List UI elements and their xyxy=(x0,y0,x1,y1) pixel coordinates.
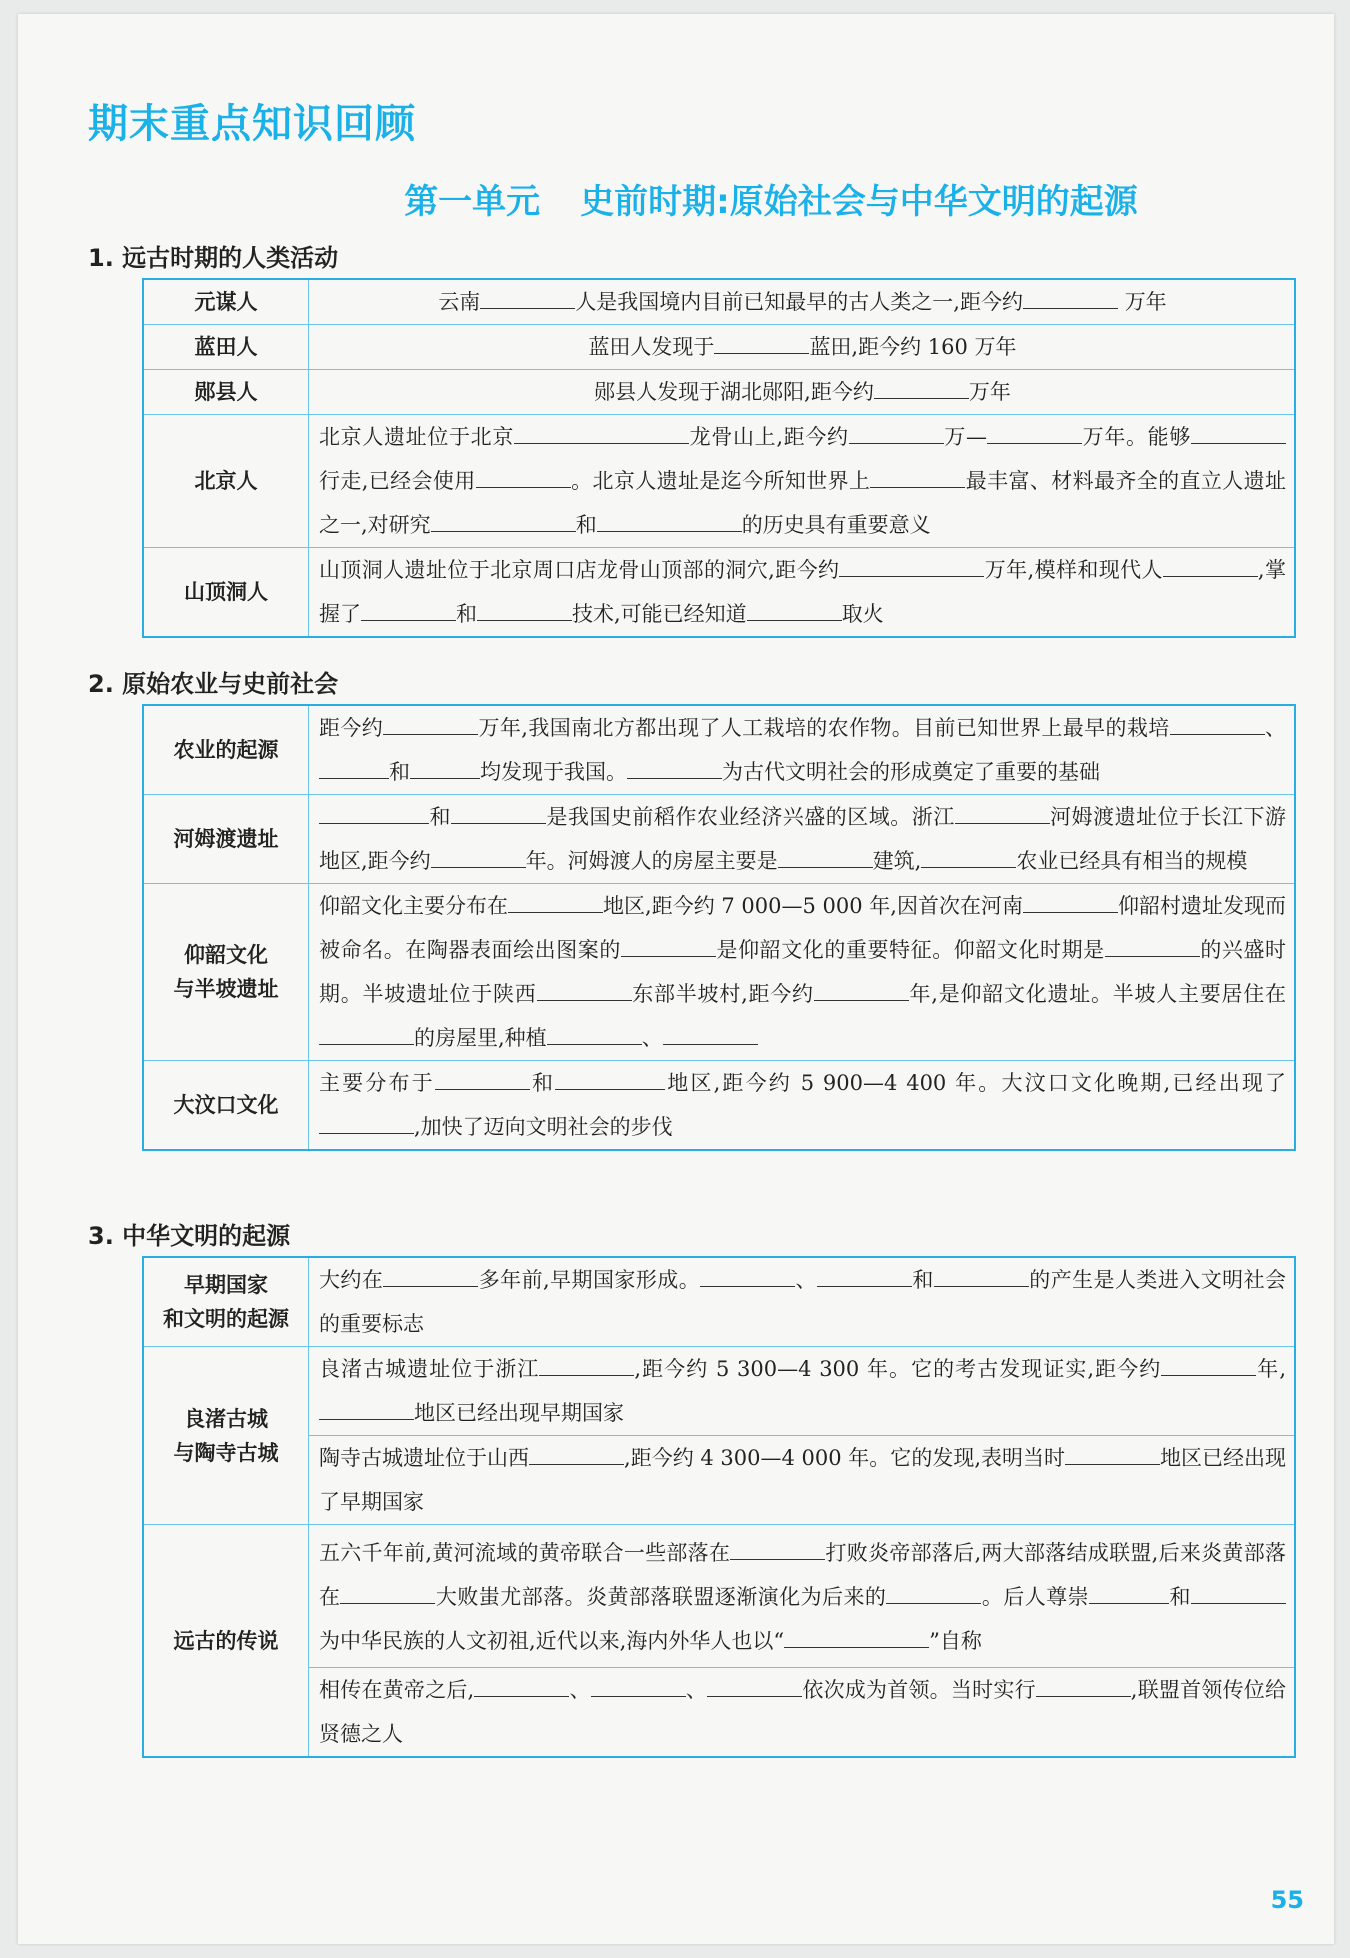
table-row xyxy=(143,415,1295,548)
row-label: 河姆渡遗址 xyxy=(143,795,309,884)
page xyxy=(18,14,1334,1944)
table-row xyxy=(143,325,1295,370)
blank[interactable] xyxy=(784,1621,929,1648)
row-content: 蓝田人发现于 蓝田,距今约 160 万年 xyxy=(309,325,1296,370)
blank[interactable] xyxy=(627,752,722,779)
blank[interactable] xyxy=(1036,1670,1131,1697)
unit-title xyxy=(18,174,1334,223)
blank[interactable] xyxy=(319,752,389,779)
unit-label: 第一单元 xyxy=(404,182,541,222)
blank[interactable] xyxy=(539,1349,634,1376)
blank[interactable] xyxy=(591,1670,686,1697)
blank[interactable] xyxy=(747,594,842,621)
table-civilization-origin xyxy=(142,1256,1296,1758)
main-title: 期末重点知识回顾 xyxy=(88,101,416,147)
blank[interactable] xyxy=(730,1533,825,1560)
table-row xyxy=(143,1525,1295,1668)
section-heading-3: 3. 中华文明的起源 xyxy=(88,1222,291,1250)
blank[interactable] xyxy=(1089,1577,1169,1604)
blank[interactable] xyxy=(319,797,429,824)
table-prehistoric-society xyxy=(142,704,1296,1151)
row-content: 良渚古城遗址位于浙江 ,距今约 5 300—4 300 年。它的考古发现证实,距今约 年,地区已经出现早期国家 xyxy=(309,1347,1296,1436)
table-row xyxy=(143,705,1295,795)
row-content: 和 是我国史前稻作农业经济兴盛的区域。浙江 河姆渡遗址位于长江下游地区,距今约 年。河姆渡人的房屋主要是 建筑, 农业已经具有相当的规模 xyxy=(309,795,1296,884)
blank[interactable] xyxy=(508,886,603,913)
blank[interactable] xyxy=(435,1063,530,1090)
row-label: 农业的起源 xyxy=(143,705,309,795)
blank[interactable] xyxy=(839,550,984,577)
row-label: 大汶口文化 xyxy=(143,1061,309,1151)
blank[interactable] xyxy=(480,282,575,309)
blank[interactable] xyxy=(431,505,576,532)
row-label: 北京人 xyxy=(143,415,309,548)
blank[interactable] xyxy=(1161,1349,1256,1376)
blank[interactable] xyxy=(778,841,873,868)
unit-subject: 史前时期:原始社会与中华文明的起源 xyxy=(580,182,1138,222)
blank[interactable] xyxy=(817,1260,912,1287)
blank[interactable] xyxy=(361,594,456,621)
row-content: 山顶洞人遗址位于北京周口店龙骨山顶部的洞穴,距今约 万年,模样和现代人 ,掌握了 和 技术,可能已经知道 取火 xyxy=(309,548,1296,638)
blank[interactable] xyxy=(514,417,689,444)
blank[interactable] xyxy=(1023,886,1118,913)
row-content: 距今约 万年,我国南北方都出现了人工栽培的农作物。目前已知世界上最早的栽培 、和 均发现于我国。 为古代文明社会的形成奠定了重要的基础 xyxy=(309,705,1296,795)
blank[interactable] xyxy=(1170,708,1265,735)
table-row xyxy=(143,1347,1295,1436)
blank[interactable] xyxy=(319,1018,414,1045)
blank[interactable] xyxy=(921,841,1016,868)
blank[interactable] xyxy=(383,1260,478,1287)
blank[interactable] xyxy=(319,1393,414,1420)
row-label: 郧县人 xyxy=(143,370,309,415)
blank[interactable] xyxy=(814,974,909,1001)
row-label: 蓝田人 xyxy=(143,325,309,370)
row-label: 远古的传说 xyxy=(143,1525,309,1758)
blank[interactable] xyxy=(874,372,969,399)
blank[interactable] xyxy=(1065,1438,1160,1465)
blank[interactable] xyxy=(955,797,1050,824)
row-label: 元谋人 xyxy=(143,279,309,325)
row-content: 大约在 多年前,早期国家形成。 、 和 的产生是人类进入文明社会的重要标志 xyxy=(309,1257,1296,1347)
blank[interactable] xyxy=(431,841,526,868)
row-label: 山顶洞人 xyxy=(143,548,309,638)
blank[interactable] xyxy=(849,417,944,444)
table-row xyxy=(143,370,1295,415)
row-content: 陶寺古城遗址位于山西 ,距今约 4 300—4 000 年。它的发现,表明当时 地区已经出现了早期国家 xyxy=(309,1436,1296,1525)
blank[interactable] xyxy=(714,327,809,354)
section-heading-1: 1. 远古时期的人类活动 xyxy=(88,244,339,272)
table-row xyxy=(143,1257,1295,1347)
table-row xyxy=(143,1668,1295,1758)
row-content: 郧县人发现于湖北郧阳,距今约 万年 xyxy=(309,370,1296,415)
blank[interactable] xyxy=(621,930,716,957)
blank[interactable] xyxy=(663,1018,758,1045)
blank[interactable] xyxy=(547,1018,642,1045)
blank[interactable] xyxy=(1163,550,1258,577)
blank[interactable] xyxy=(934,1260,1029,1287)
blank[interactable] xyxy=(476,461,571,488)
blank[interactable] xyxy=(529,1438,624,1465)
blank[interactable] xyxy=(537,974,632,1001)
blank[interactable] xyxy=(451,797,546,824)
blank[interactable] xyxy=(319,1107,414,1134)
blank[interactable] xyxy=(340,1577,435,1604)
table-row xyxy=(143,548,1295,638)
page-number: 55 xyxy=(1270,1886,1304,1914)
table-row xyxy=(143,1436,1295,1525)
table-row xyxy=(143,795,1295,884)
table-human-activities xyxy=(142,278,1296,638)
blank[interactable] xyxy=(1191,1577,1286,1604)
section-heading-2: 2. 原始农业与史前社会 xyxy=(88,670,339,698)
blank[interactable] xyxy=(1105,930,1200,957)
blank[interactable] xyxy=(987,417,1082,444)
row-content: 五六千年前,黄河流域的黄帝联合一些部落在 打败炎帝部落后,两大部落结成联盟,后来炎黄部落在 大败蚩尤部落。炎黄部落联盟逐渐演化为后来的 。后人尊崇 和为中华民族的人文初祖,近代以来,海内外华人也以“ ”自称 xyxy=(309,1525,1296,1668)
row-content: 云南 人是我国境内目前已知最早的古人类之一,距今约 万年 xyxy=(309,279,1296,325)
blank[interactable] xyxy=(383,708,478,735)
row-label: 仰韶文化 与半坡遗址 xyxy=(143,884,309,1061)
row-content: 相传在黄帝之后, 、 、 依次成为首领。当时实行 ,联盟首领传位给贤德之人 xyxy=(309,1668,1296,1758)
blank[interactable] xyxy=(707,1670,802,1697)
blank[interactable] xyxy=(477,594,572,621)
blank[interactable] xyxy=(597,505,742,532)
row-content: 仰韶文化主要分布在 地区,距今约 7 000—5 000 年,因首次在河南 仰韶村遗址发现而被命名。在陶器表面绘出图案的 是仰韶文化的重要特征。仰韶文化时期是 的兴盛时期。半坡遗址位于陕西 东部半坡村,距今约 年,是仰韶文化遗址。半坡人主要居住在的房屋里,种植 、 xyxy=(309,884,1296,1061)
blank[interactable] xyxy=(870,461,965,488)
blank[interactable] xyxy=(410,752,480,779)
table-row xyxy=(143,279,1295,325)
blank[interactable] xyxy=(474,1670,569,1697)
blank[interactable] xyxy=(555,1063,665,1090)
row-content: 主要分布于 和 地区,距今约 5 900—4 400 年。大汶口文化晚期,已经出现了,加快了迈向文明社会的步伐 xyxy=(309,1061,1296,1151)
table-row xyxy=(143,884,1295,1061)
blank[interactable] xyxy=(700,1260,795,1287)
blank[interactable] xyxy=(1191,417,1286,444)
blank[interactable] xyxy=(886,1577,981,1604)
row-label: 良渚古城 与陶寺古城 xyxy=(143,1347,309,1525)
row-content: 北京人遗址位于北京 龙骨山上,距今约 万— 万年。能够行走,已经会使用 。北京人遗址是迄今所知世界上 最丰富、材料最齐全的直立人遗址之一,对研究 和 的历史具有重要意义 xyxy=(309,415,1296,548)
table-row xyxy=(143,1061,1295,1151)
row-label: 早期国家 和文明的起源 xyxy=(143,1257,309,1347)
blank[interactable] xyxy=(1023,282,1118,309)
